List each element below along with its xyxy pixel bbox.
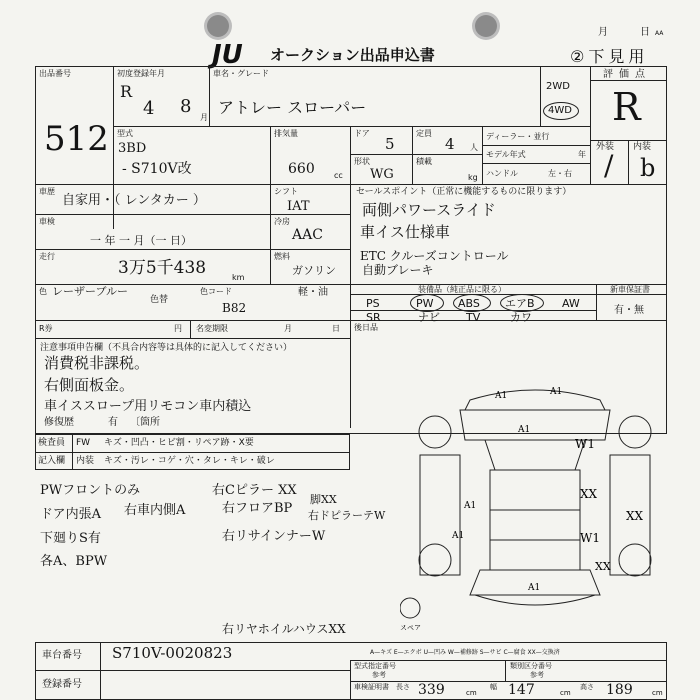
fuel-label: 燃料: [274, 252, 290, 261]
dims-label: 車検証明書: [354, 683, 389, 691]
equip-ps: PS: [366, 297, 380, 310]
repair-value: 有: [108, 417, 118, 428]
shift-label: シフト: [274, 187, 298, 196]
interior-value: b: [640, 154, 656, 182]
note-line-3: 車イススロープ用リモコン車内積込: [44, 399, 252, 414]
equip-tv: TV: [466, 311, 481, 324]
name-change-label: 名変期限: [196, 324, 228, 333]
exterior-value: /: [604, 149, 614, 182]
damage-mark-11: A1: [528, 583, 541, 593]
drive-2wd: 2WD: [546, 81, 570, 92]
equip-aw: AW: [562, 297, 580, 310]
spare-label: スペア: [400, 624, 421, 630]
model-prefix: 3BD: [118, 141, 147, 156]
remark-8: 下廻りS有: [40, 531, 101, 546]
doors-value: 5: [385, 135, 395, 153]
history-value: 自家用・（ レンタカー ）: [62, 193, 206, 208]
class-code-label: 類別区分番号: [510, 662, 552, 670]
equip-abs: ABS: [458, 297, 480, 310]
car-name-value: アトレー スローパー: [218, 98, 367, 117]
width-value: 147: [508, 682, 535, 698]
airbag-circle: [500, 294, 544, 312]
remark-10: 各A、BPW: [40, 554, 108, 569]
pw-circle: [410, 294, 444, 312]
form-title: オークション出品申込書: [270, 46, 435, 64]
type-cert-ref: 参考: [372, 671, 386, 679]
entry-interior: 内装: [76, 456, 95, 466]
model-value: - S710V改: [122, 161, 192, 177]
damage-mark-4: W1: [575, 437, 595, 451]
equip-leather: カワ: [510, 311, 532, 324]
mileage-value: 3万5千438: [118, 258, 207, 278]
handle-value: 左・右: [548, 169, 572, 178]
first-reg-month-unit: 月: [200, 113, 208, 122]
equip-pw: PW: [416, 297, 434, 310]
repair-area: 〔箇所: [130, 417, 160, 428]
registration-label: 登録番号: [42, 679, 82, 690]
fuel-options: 軽・油: [298, 287, 328, 298]
first-reg-month: 8: [180, 96, 192, 117]
doors-label: ドア: [354, 129, 370, 138]
width-unit: cm: [560, 689, 571, 697]
damage-mark-3: A1: [518, 425, 531, 435]
aircon-value: AAC: [292, 227, 323, 243]
first-reg-era: R: [120, 82, 133, 101]
remark-2: ドア内張A: [40, 507, 101, 522]
length-label: 長さ: [396, 683, 410, 691]
car-name-label: 車名・グレード: [213, 69, 269, 78]
displacement-value: 660: [288, 161, 315, 177]
sales-points-label: セールスポイント（正常に機能するものに限ります）: [356, 187, 572, 197]
equipment-label: 装備品（純正品に限る）: [418, 285, 506, 294]
remark-9: 右リサインナーW: [222, 529, 326, 544]
model-label: 型式: [117, 129, 133, 138]
color-code-label: 色コード: [200, 287, 232, 296]
remark-4: 右Cピラー XX: [212, 483, 297, 498]
load-unit: kg: [468, 173, 478, 182]
length-value: 339: [418, 682, 445, 698]
notes-label: 注意事項申告欄（不具合内容等は具体的に記入してください）: [40, 343, 293, 353]
load-label: 積載: [416, 157, 432, 166]
remark-1: PWフロントのみ: [40, 483, 141, 498]
after-items-label: 後日品: [354, 323, 378, 332]
recycle-unit: 円: [174, 324, 182, 333]
first-reg-label: 初度登録年月: [117, 69, 165, 78]
inspector-label: 検査員: [38, 438, 66, 448]
color-change-label: 色替: [150, 295, 169, 305]
damage-mark-10: XX: [595, 560, 611, 573]
damage-legend: A—キズ E—エクボ U—凹み W—補修跡 S—サビ C—腐食 XX—交換済: [370, 649, 560, 656]
sales-point-1: 両側パワースライド: [362, 201, 496, 219]
name-change-day: 日: [332, 324, 340, 333]
color-label: 色: [39, 287, 47, 296]
color-value: レーザーブルー: [52, 285, 129, 298]
entry-label: 記入欄: [38, 456, 66, 466]
displacement-label: 排気量: [274, 129, 298, 138]
damage-mark-1: A1: [495, 391, 508, 401]
note-line-2: 右側面板金。: [44, 376, 135, 394]
damage-mark-9: W1: [580, 531, 600, 545]
binder-hole-left: [207, 15, 229, 37]
copy-label: ②下見用: [570, 47, 649, 66]
capacity-unit: 人: [470, 143, 478, 152]
ju-logo: JU: [212, 40, 243, 70]
mileage-label: 走行: [39, 252, 55, 261]
height-unit: cm: [652, 689, 663, 697]
equip-sr: SR: [366, 311, 381, 324]
day-label: 日: [640, 27, 650, 38]
remark-3: 右車内側A: [124, 503, 186, 518]
height-label: 高さ: [580, 683, 594, 691]
remark-7: 右ドピラーテW: [308, 509, 386, 522]
note-line-1: 消費税非課税。: [44, 354, 150, 372]
inspector-text: キズ・凹凸・ヒビ割・リペア跡・X要: [104, 438, 254, 448]
month-label: 月: [598, 27, 608, 38]
inspection-label: 車検: [39, 217, 55, 226]
lot-label: 出品番号: [39, 69, 71, 78]
class-code-ref: 参考: [530, 671, 544, 679]
remark-11: 右リヤホイルハウスXX: [222, 622, 346, 636]
mileage-unit: km: [232, 273, 245, 282]
damage-mark-8: XX: [626, 509, 644, 523]
chassis-label: 車台番号: [42, 650, 82, 661]
score-label: 評価点: [603, 69, 651, 80]
entry-text: キズ・汚レ・コゲ・穴・タレ・キレ・破レ: [104, 456, 275, 466]
history-label: 車歴: [39, 187, 55, 196]
exterior-label: 外装: [596, 142, 615, 152]
damage-mark-5: XX: [580, 487, 598, 501]
sales-point-4: 自動ブレーキ: [362, 263, 434, 277]
shift-value: IAT: [287, 199, 310, 214]
length-unit: cm: [466, 689, 477, 697]
binder-hole-right: [475, 15, 497, 37]
equip-airbag: エアB: [505, 297, 535, 310]
damage-mark-6: A1: [464, 501, 477, 511]
chassis-value: S710V-0020823: [112, 644, 233, 662]
shape-value: WG: [370, 167, 394, 182]
abs-circle: [453, 294, 491, 312]
color-code-value: B82: [222, 301, 247, 315]
equip-navi: ナビ: [418, 311, 440, 324]
warranty-value: 有・無: [614, 305, 644, 316]
handle-label: ハンドル: [486, 169, 518, 178]
capacity-label: 定員: [416, 129, 432, 138]
repair-label: 修復歴: [44, 417, 74, 428]
inspector-fw: FW: [76, 438, 91, 448]
interior-label: 内装: [633, 142, 652, 152]
fuel-value: ガソリン: [292, 264, 336, 277]
car-damage-diagram: [400, 380, 670, 630]
score-value: R: [612, 85, 641, 129]
sales-point-2: 車イス仕様車: [360, 223, 450, 241]
shape-label: 形状: [354, 157, 370, 166]
name-change-month: 月: [284, 324, 292, 333]
sales-point-3: ETC クルーズコントロール: [360, 249, 509, 263]
displacement-unit: cc: [334, 171, 343, 180]
type-cert-label: 型式指定番号: [354, 662, 396, 670]
damage-mark-7: A1: [452, 531, 465, 541]
remark-6: 脚XX: [310, 493, 337, 506]
inspection-value: 一 年 一 月（一 日）: [90, 234, 192, 247]
damage-mark-2: A1: [550, 387, 563, 397]
dealer-label: ディーラー・並行: [486, 132, 550, 141]
warranty-label: 新車保証書: [610, 285, 650, 294]
model-year-unit: 年: [578, 150, 586, 159]
recycle-label: R券: [39, 324, 53, 333]
capacity-value: 4: [445, 135, 455, 153]
model-year-label: モデル年式: [486, 150, 526, 159]
remark-5: 右フロアBP: [222, 501, 293, 516]
lot-number: 512: [44, 119, 109, 159]
height-value: 189: [606, 682, 633, 698]
aircon-label: 冷房: [274, 217, 290, 226]
aa-label: AA: [655, 30, 664, 37]
drive-4wd: 4WD: [548, 105, 572, 116]
first-reg-year: 4: [143, 98, 155, 119]
width-label: 幅: [490, 683, 497, 691]
